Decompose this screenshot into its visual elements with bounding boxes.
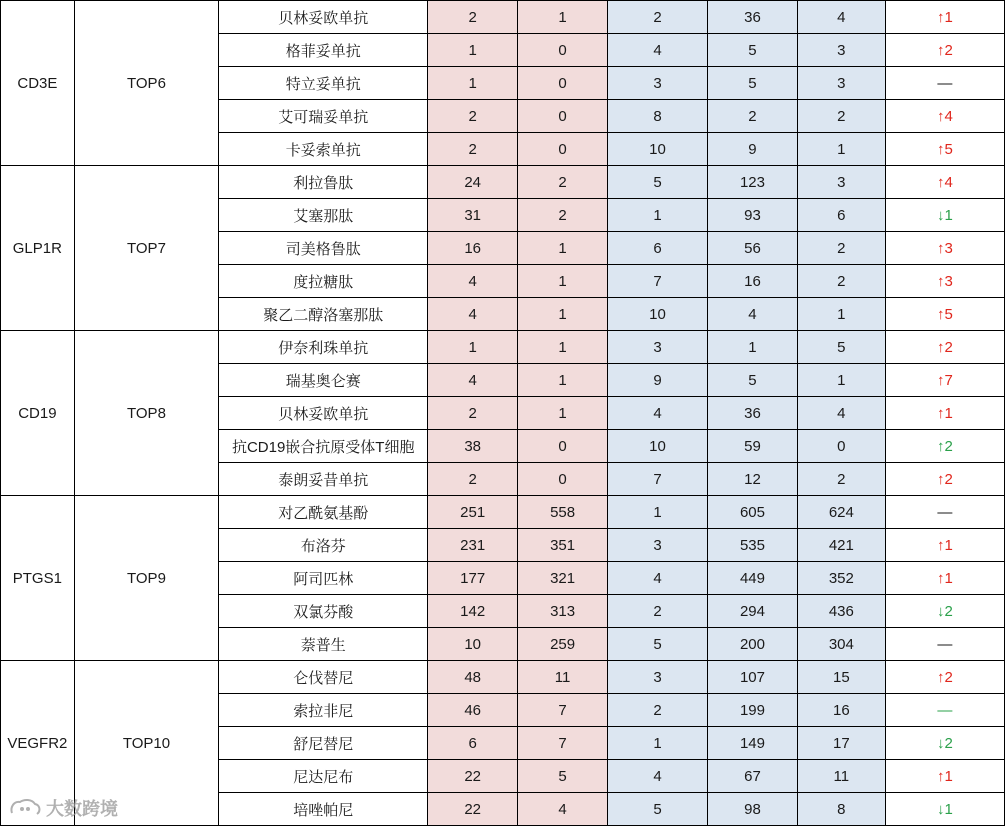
- value-cell: 3: [797, 166, 885, 199]
- value-cell: 0: [518, 463, 608, 496]
- drug-name-cell: 培唑帕尼: [219, 793, 428, 826]
- value-cell: 1: [608, 199, 708, 232]
- value-cell: 4: [428, 298, 518, 331]
- value-cell: 16: [797, 694, 885, 727]
- trend-cell: ↓1: [885, 793, 1004, 826]
- value-cell: 4: [608, 760, 708, 793]
- value-cell: 5: [608, 628, 708, 661]
- trend-cell: ↑3: [885, 232, 1004, 265]
- value-cell: 1: [608, 496, 708, 529]
- value-cell: 558: [518, 496, 608, 529]
- value-cell: 294: [708, 595, 798, 628]
- value-cell: 46: [428, 694, 518, 727]
- value-cell: 2: [428, 397, 518, 430]
- trend-cell: ↑1: [885, 1, 1004, 34]
- drug-name-cell: 度拉糖肽: [219, 265, 428, 298]
- value-cell: 4: [428, 265, 518, 298]
- drug-name-cell: 贝林妥欧单抗: [219, 397, 428, 430]
- value-cell: 0: [797, 430, 885, 463]
- trend-cell: —: [885, 694, 1004, 727]
- value-cell: 22: [428, 793, 518, 826]
- rank-cell: TOP6: [74, 1, 218, 166]
- value-cell: 1: [518, 331, 608, 364]
- value-cell: 7: [608, 463, 708, 496]
- value-cell: 2: [608, 595, 708, 628]
- value-cell: 5: [608, 166, 708, 199]
- value-cell: 1: [518, 1, 608, 34]
- value-cell: 5: [518, 760, 608, 793]
- drug-name-cell: 贝林妥欧单抗: [219, 1, 428, 34]
- value-cell: 9: [608, 364, 708, 397]
- rank-cell: TOP7: [74, 166, 218, 331]
- drug-name-cell: 对乙酰氨基酚: [219, 496, 428, 529]
- value-cell: 1: [428, 67, 518, 100]
- value-cell: 2: [428, 1, 518, 34]
- value-cell: 59: [708, 430, 798, 463]
- rank-cell: TOP9: [74, 496, 218, 661]
- value-cell: 16: [428, 232, 518, 265]
- drug-name-cell: 布洛芬: [219, 529, 428, 562]
- value-cell: 1: [518, 232, 608, 265]
- value-cell: 22: [428, 760, 518, 793]
- trend-cell: ↓2: [885, 727, 1004, 760]
- trend-cell: ↑1: [885, 562, 1004, 595]
- value-cell: 351: [518, 529, 608, 562]
- value-cell: 7: [518, 694, 608, 727]
- value-cell: 3: [608, 529, 708, 562]
- value-cell: 1: [518, 364, 608, 397]
- value-cell: 3: [797, 67, 885, 100]
- value-cell: 5: [708, 67, 798, 100]
- value-cell: 2: [797, 463, 885, 496]
- value-cell: 107: [708, 661, 798, 694]
- value-cell: 3: [797, 34, 885, 67]
- value-cell: 5: [708, 34, 798, 67]
- value-cell: 2: [708, 100, 798, 133]
- value-cell: 0: [518, 34, 608, 67]
- value-cell: 93: [708, 199, 798, 232]
- target-cell: CD19: [1, 331, 75, 496]
- value-cell: 16: [708, 265, 798, 298]
- drug-name-cell: 舒尼替尼: [219, 727, 428, 760]
- trend-cell: ↑2: [885, 34, 1004, 67]
- value-cell: 2: [428, 133, 518, 166]
- value-cell: 10: [608, 133, 708, 166]
- value-cell: 304: [797, 628, 885, 661]
- value-cell: 36: [708, 1, 798, 34]
- trend-cell: ↑2: [885, 661, 1004, 694]
- value-cell: 1: [428, 34, 518, 67]
- value-cell: 36: [708, 397, 798, 430]
- value-cell: 0: [518, 133, 608, 166]
- value-cell: 3: [608, 67, 708, 100]
- trend-cell: ↑2: [885, 331, 1004, 364]
- value-cell: 6: [797, 199, 885, 232]
- value-cell: 6: [608, 232, 708, 265]
- value-cell: 231: [428, 529, 518, 562]
- value-cell: 251: [428, 496, 518, 529]
- drug-name-cell: 双氯芬酸: [219, 595, 428, 628]
- value-cell: 12: [708, 463, 798, 496]
- value-cell: 4: [797, 397, 885, 430]
- drug-name-cell: 仑伐替尼: [219, 661, 428, 694]
- value-cell: 2: [608, 1, 708, 34]
- value-cell: 4: [608, 34, 708, 67]
- value-cell: 3: [608, 331, 708, 364]
- trend-cell: —: [885, 628, 1004, 661]
- value-cell: 0: [518, 430, 608, 463]
- drug-name-cell: 伊奈利珠单抗: [219, 331, 428, 364]
- value-cell: 1: [797, 298, 885, 331]
- drug-name-cell: 艾塞那肽: [219, 199, 428, 232]
- value-cell: 56: [708, 232, 798, 265]
- value-cell: 31: [428, 199, 518, 232]
- value-cell: 4: [797, 1, 885, 34]
- value-cell: 1: [518, 397, 608, 430]
- trend-cell: ↓2: [885, 595, 1004, 628]
- value-cell: 177: [428, 562, 518, 595]
- value-cell: 2: [518, 199, 608, 232]
- drug-name-cell: 格菲妥单抗: [219, 34, 428, 67]
- value-cell: 4: [608, 562, 708, 595]
- rank-cell: TOP10: [74, 661, 218, 826]
- value-cell: 3: [608, 661, 708, 694]
- trend-cell: ↑1: [885, 529, 1004, 562]
- value-cell: 1: [797, 364, 885, 397]
- trend-cell: ↑2: [885, 463, 1004, 496]
- drug-name-cell: 索拉非尼: [219, 694, 428, 727]
- value-cell: 2: [797, 100, 885, 133]
- value-cell: 605: [708, 496, 798, 529]
- trend-cell: ↑5: [885, 298, 1004, 331]
- value-cell: 142: [428, 595, 518, 628]
- value-cell: 321: [518, 562, 608, 595]
- drug-name-cell: 尼达尼布: [219, 760, 428, 793]
- value-cell: 1: [518, 298, 608, 331]
- trend-cell: ↑3: [885, 265, 1004, 298]
- trend-cell: ↑7: [885, 364, 1004, 397]
- value-cell: 2: [608, 694, 708, 727]
- drug-name-cell: 瑞基奥仑赛: [219, 364, 428, 397]
- value-cell: 313: [518, 595, 608, 628]
- drug-name-cell: 萘普生: [219, 628, 428, 661]
- drug-name-cell: 利拉鲁肽: [219, 166, 428, 199]
- trend-cell: ↑1: [885, 760, 1004, 793]
- value-cell: 0: [518, 100, 608, 133]
- value-cell: 1: [797, 133, 885, 166]
- value-cell: 10: [608, 298, 708, 331]
- value-cell: 9: [708, 133, 798, 166]
- drug-name-cell: 抗CD19嵌合抗原受体T细胞: [219, 430, 428, 463]
- value-cell: 352: [797, 562, 885, 595]
- trend-cell: ↑1: [885, 397, 1004, 430]
- value-cell: 2: [428, 100, 518, 133]
- drug-name-cell: 泰朗妥昔单抗: [219, 463, 428, 496]
- drug-name-cell: 艾可瑞妥单抗: [219, 100, 428, 133]
- value-cell: 5: [797, 331, 885, 364]
- trend-cell: ↑4: [885, 100, 1004, 133]
- value-cell: 149: [708, 727, 798, 760]
- target-cell: VEGFR2: [1, 661, 75, 826]
- value-cell: 38: [428, 430, 518, 463]
- value-cell: 10: [428, 628, 518, 661]
- value-cell: 2: [797, 232, 885, 265]
- target-cell: GLP1R: [1, 166, 75, 331]
- trend-cell: ↓1: [885, 199, 1004, 232]
- value-cell: 4: [428, 364, 518, 397]
- trend-cell: ↑5: [885, 133, 1004, 166]
- value-cell: 1: [708, 331, 798, 364]
- value-cell: 436: [797, 595, 885, 628]
- drug-name-cell: 司美格鲁肽: [219, 232, 428, 265]
- value-cell: 123: [708, 166, 798, 199]
- drug-name-cell: 阿司匹林: [219, 562, 428, 595]
- value-cell: 5: [608, 793, 708, 826]
- value-cell: 8: [797, 793, 885, 826]
- value-cell: 15: [797, 661, 885, 694]
- value-cell: 1: [428, 331, 518, 364]
- value-cell: 11: [797, 760, 885, 793]
- table-row: [1, 166, 1005, 199]
- value-cell: 259: [518, 628, 608, 661]
- trend-cell: —: [885, 67, 1004, 100]
- drug-name-cell: 特立妥单抗: [219, 67, 428, 100]
- value-cell: 10: [608, 430, 708, 463]
- value-cell: 8: [608, 100, 708, 133]
- value-cell: 7: [608, 265, 708, 298]
- value-cell: 421: [797, 529, 885, 562]
- value-cell: 24: [428, 166, 518, 199]
- trend-cell: ↑4: [885, 166, 1004, 199]
- value-cell: 2: [428, 463, 518, 496]
- trend-cell: —: [885, 496, 1004, 529]
- value-cell: 1: [608, 727, 708, 760]
- drug-name-cell: 聚乙二醇洛塞那肽: [219, 298, 428, 331]
- value-cell: 48: [428, 661, 518, 694]
- table-row: [1, 1, 1005, 34]
- value-cell: 0: [518, 67, 608, 100]
- value-cell: 624: [797, 496, 885, 529]
- value-cell: 200: [708, 628, 798, 661]
- value-cell: 17: [797, 727, 885, 760]
- value-cell: 199: [708, 694, 798, 727]
- value-cell: 7: [518, 727, 608, 760]
- value-cell: 4: [708, 298, 798, 331]
- table-row: [1, 661, 1005, 694]
- target-cell: CD3E: [1, 1, 75, 166]
- value-cell: 4: [608, 397, 708, 430]
- value-cell: 2: [518, 166, 608, 199]
- target-cell: PTGS1: [1, 496, 75, 661]
- value-cell: 5: [708, 364, 798, 397]
- value-cell: 1: [518, 265, 608, 298]
- drug-name-cell: 卡妥索单抗: [219, 133, 428, 166]
- trend-cell: ↑2: [885, 430, 1004, 463]
- rank-cell: TOP8: [74, 331, 218, 496]
- value-cell: 67: [708, 760, 798, 793]
- value-cell: 4: [518, 793, 608, 826]
- value-cell: 6: [428, 727, 518, 760]
- value-cell: 2: [797, 265, 885, 298]
- value-cell: 98: [708, 793, 798, 826]
- value-cell: 11: [518, 661, 608, 694]
- value-cell: 449: [708, 562, 798, 595]
- table-row: [1, 496, 1005, 529]
- table-row: [1, 331, 1005, 364]
- watermark-text: 大数跨境: [46, 799, 118, 819]
- value-cell: 535: [708, 529, 798, 562]
